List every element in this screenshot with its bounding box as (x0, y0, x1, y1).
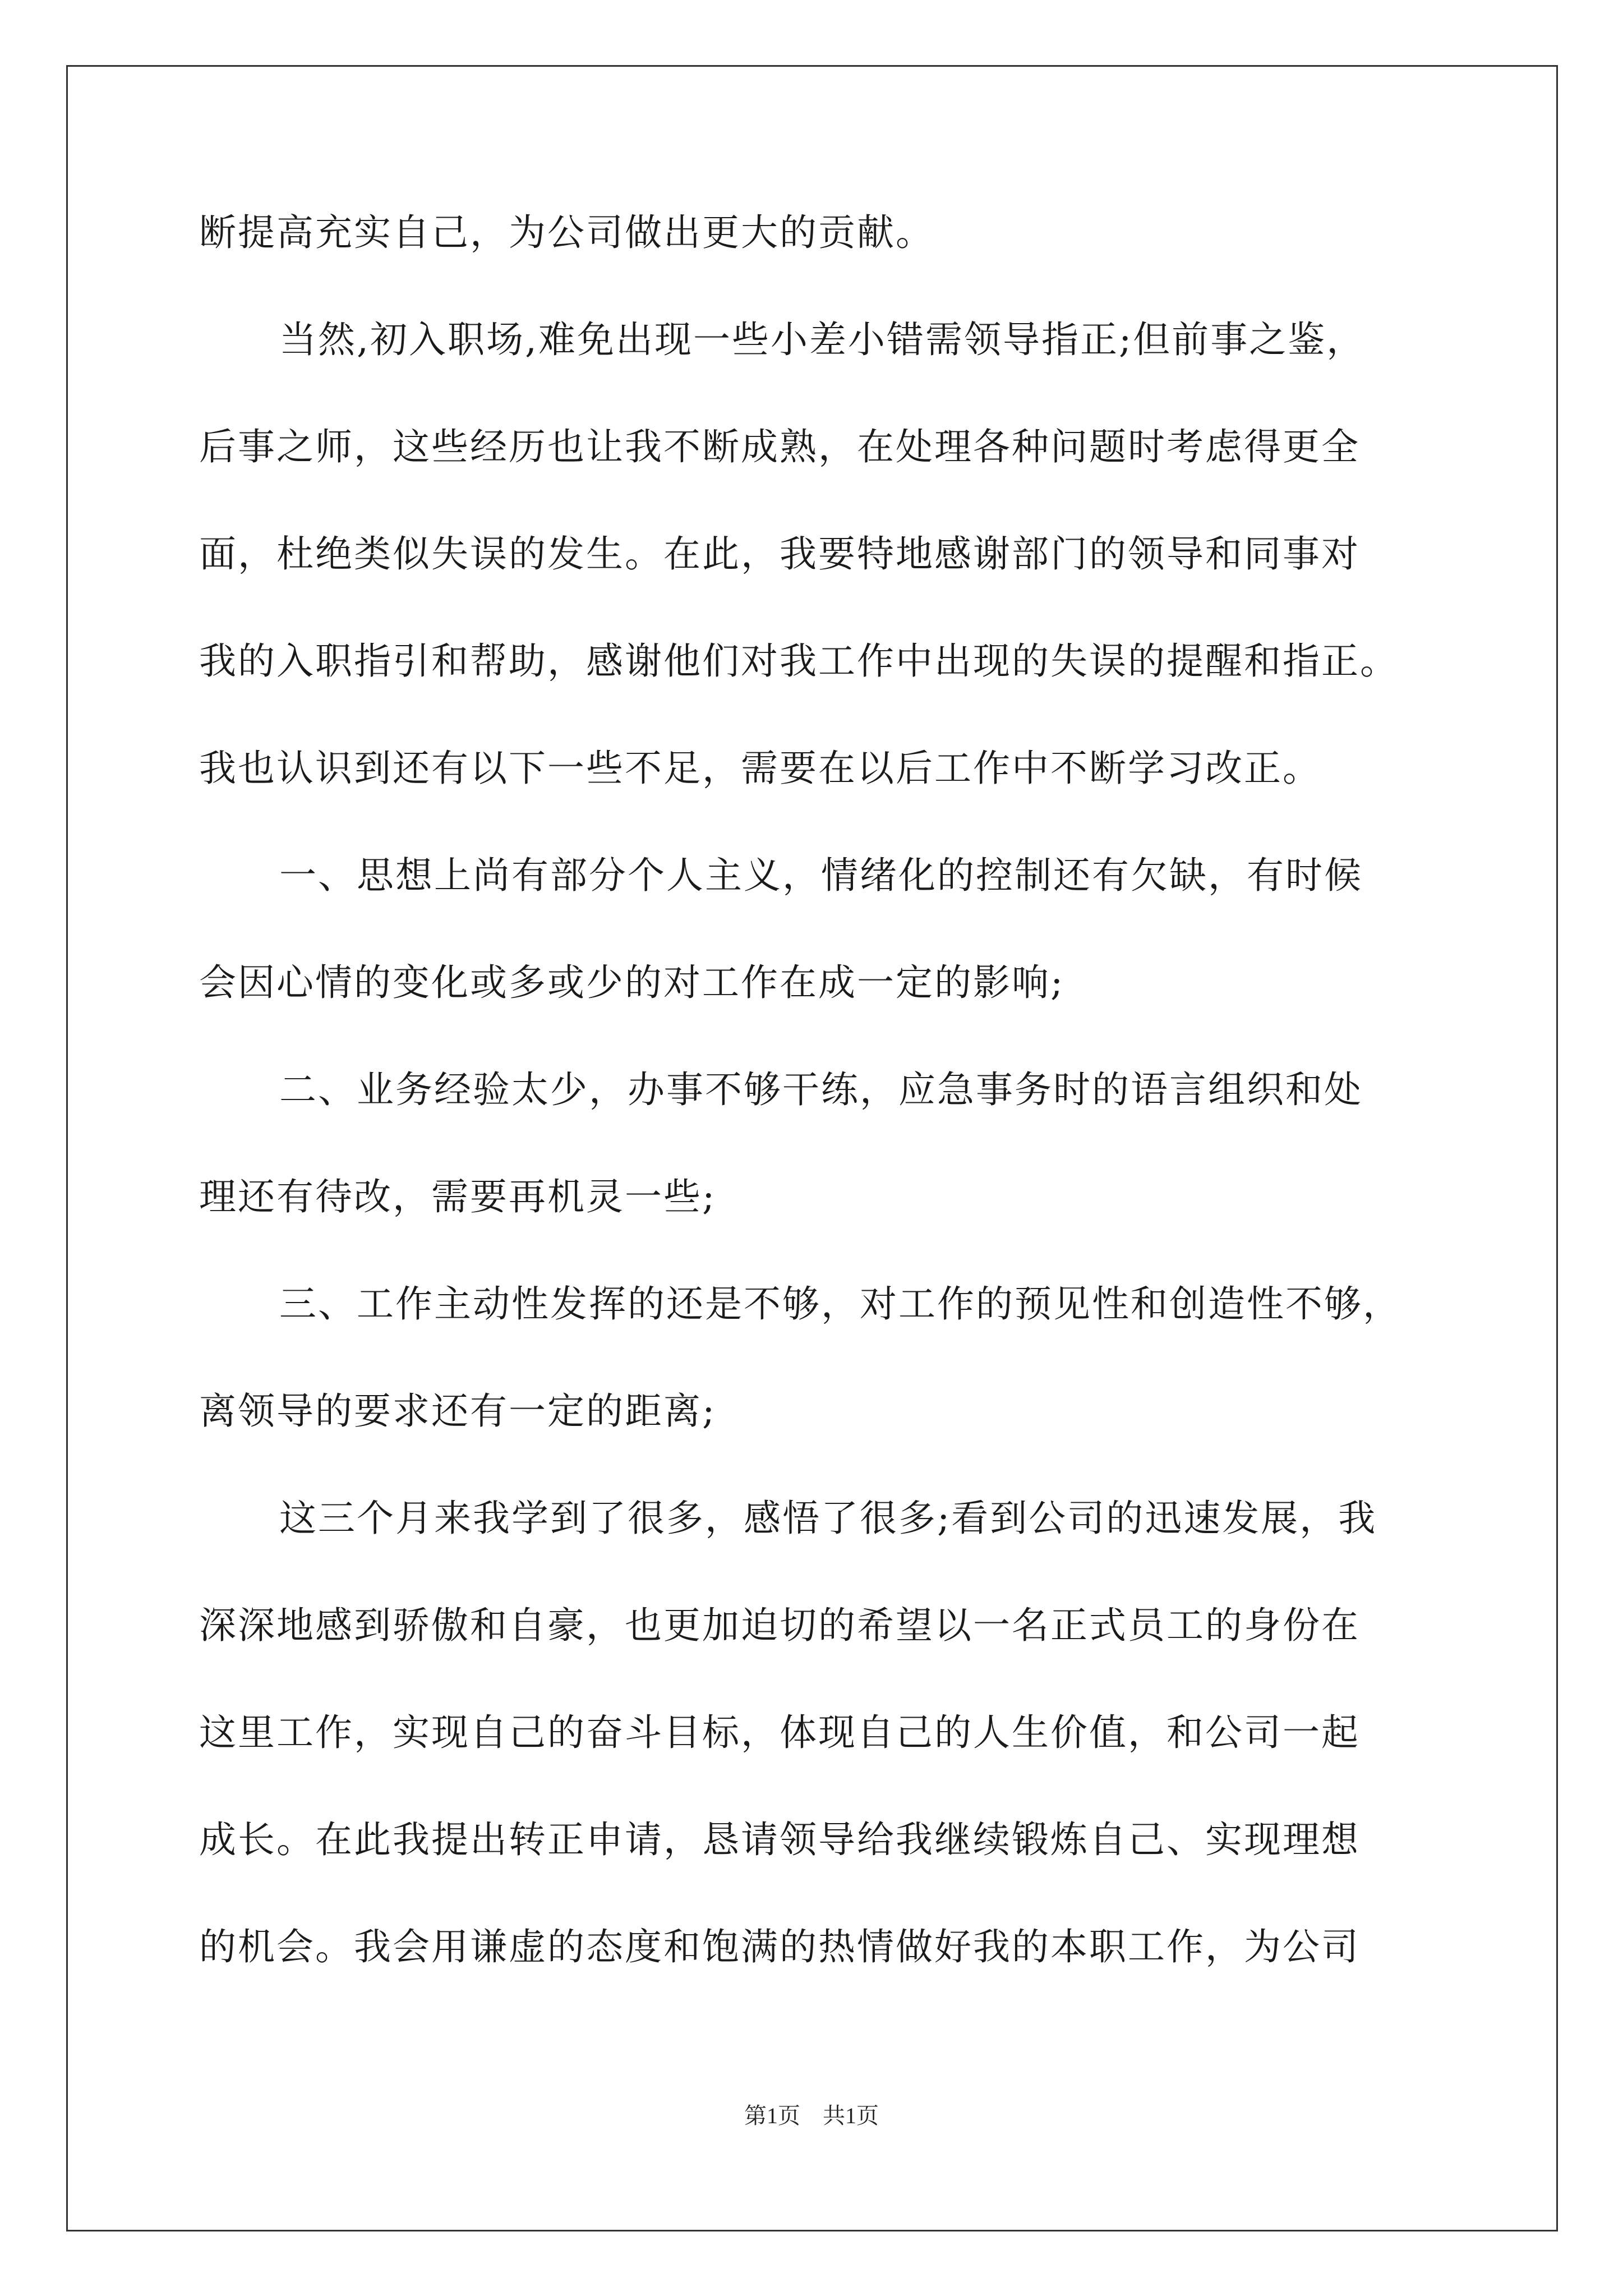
page-total: 共1页 (823, 2103, 879, 2128)
paragraph-start-line: 一、思想上尚有部分个人主义，情绪化的控制还有欠缺，有时候 (279, 854, 1363, 897)
text-line: 的机会。我会用谦虚的态度和饱满的热情做好我的本职工作，为公司 (199, 1925, 1360, 1968)
text-line: 成长。在此我提出转正申请，恳请领导给我继续锻炼自己、实现理想 (199, 1818, 1360, 1861)
text-line: 理还有待改，需要再机灵一些; (199, 1175, 717, 1218)
text-line: 后事之师，这些经历也让我不断成熟，在处理各种问题时考虑得更全 (199, 425, 1360, 468)
text-line: 离领导的要求还有一定的距离; (199, 1389, 717, 1433)
paragraph-start-line: 二、业务经验太少，办事不够干练，应急事务时的语言组织和处 (279, 1068, 1363, 1111)
paragraph-start-line: 这三个月来我学到了很多，感悟了很多;看到公司的迅速发展，我 (279, 1497, 1377, 1540)
paragraph-start-line: 三、工作主动性发挥的还是不够，对工作的预见性和创造性不够， (279, 1282, 1401, 1326)
page-number: 第1页 (744, 2103, 800, 2128)
page-footer (0, 2100, 1623, 2132)
paragraph-start-line: 当然,初入职场,难免出现一些小差小错需领导指正;但前事之鉴， (279, 318, 1366, 361)
text-line: 深深地感到骄傲和自豪，也更加迫切的希望以一名正式员工的身份在 (199, 1604, 1360, 1647)
text-line: 我的入职指引和帮助，感谢他们对我工作中出现的失误的提醒和指正。 (199, 639, 1399, 683)
text-line: 会因心情的变化或多或少的对工作在成一定的影响; (199, 961, 1065, 1004)
text-line: 我也认识到还有以下一些不足，需要在以后工作中不断学习改正。 (199, 747, 1321, 790)
text-line: 这里工作，实现自己的奋斗目标，体现自己的人生价值，和公司一起 (199, 1711, 1360, 1754)
text-line: 断提高充实自己，为公司做出更大的贡献。 (199, 211, 934, 254)
page-border (66, 65, 1558, 2231)
text-line: 面，杜绝类似失误的发生。在此，我要特地感谢部门的领导和同事对 (199, 532, 1360, 576)
